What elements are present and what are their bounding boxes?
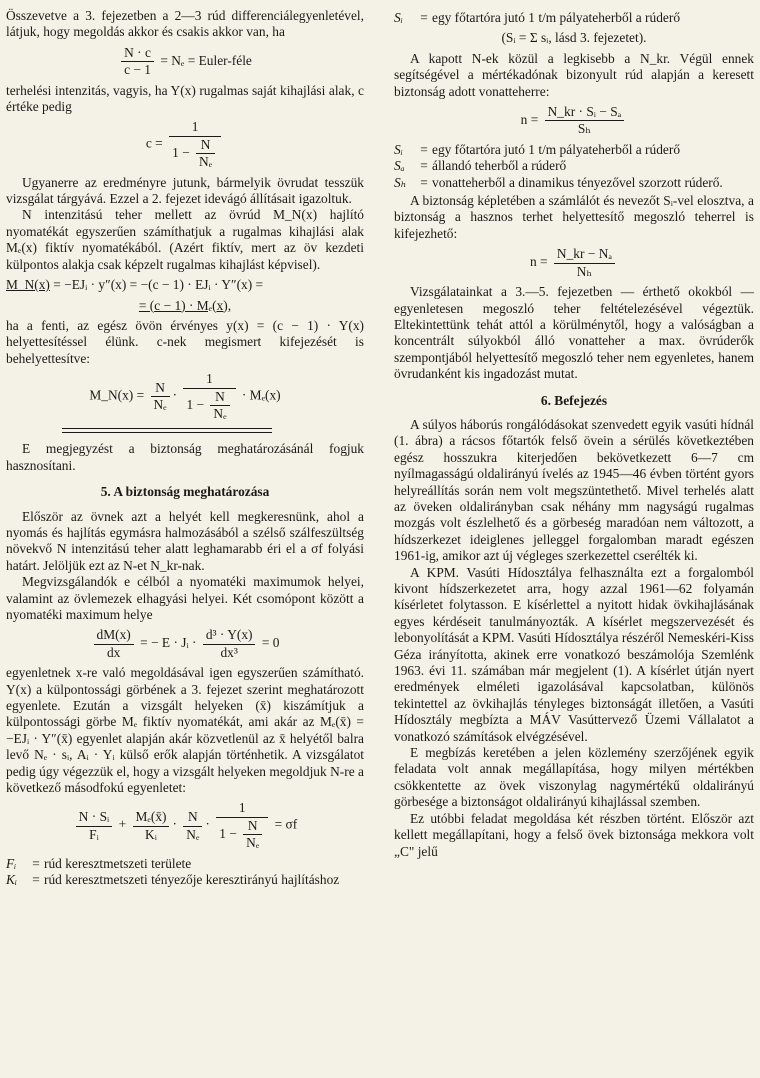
fraction (545, 104, 625, 138)
equation-safety-distributed (394, 246, 754, 280)
equation-text: n = (529, 254, 548, 270)
fraction (169, 119, 221, 170)
equation-moment-line2 (6, 298, 364, 314)
denominator: Nₑ (153, 397, 167, 413)
equation-text: = − E · Jᵢ · (140, 635, 197, 651)
paragraph: Összevetve a 3. fejezetben a 2—3 rúd differenciálegyenletével, látjuk, hogy megoldás akkor és csakis akkor van, ha (6, 8, 364, 40)
definition-symbol: Fᵢ (6, 855, 17, 871)
definition-row (394, 10, 754, 26)
paragraph: egyenletnek x-re való megoldásával igen egyszerűen számítható. Y(x) a külpontossági görbének a 3. fejezet szerint meghatározott egyenlete. Ezután a vizsgált helyeken (x̄) kiszámítjuk a külpontossági görbe Mₑ fiktív nyomatékát, ami akár az Mₑ(x̄) = −EJᵢ · Y″(x̄) egyenlet alapján akár közvetlenül az x̄ helyétől balra levő Nₑ · sᵢ, Aᵢ · Yᵢ külső erők alapján történhetik. A vizsgálatot pedig úgy végezzük el, hogy a vizsgált helyeken megoldjuk N-re a következő másodfokú egyenletet: (6, 665, 364, 796)
definition-row (6, 872, 364, 888)
numerator: d³ · Y(x) (203, 627, 256, 644)
definition-text: egy főtartóra jutó 1 t/m pályateherből a rúderő (432, 141, 681, 157)
definition-symbol: Kᵢ (6, 872, 18, 888)
definition-text: egy főtartóra jutó 1 t/m pályateherből a rúderő (432, 10, 681, 25)
equation-c (6, 119, 364, 170)
section-heading: 5. A biztonság meghatározása (100, 484, 270, 500)
definition-equals: = (420, 174, 428, 190)
left-column (6, 8, 364, 891)
fraction (216, 800, 268, 851)
denominator: c − 1 (124, 62, 151, 78)
denominator: Sₕ (577, 121, 592, 137)
definition-row (6, 856, 364, 872)
paragraph: A biztonság képletében a számlálót és nevezőt Sᵢ-vel elosztva, a biztonság a hasznos terhet helyettesítő megoszló teherrel is kifejezhető: (394, 193, 754, 241)
definition-list (6, 856, 364, 889)
fraction (210, 389, 229, 423)
equation-text: + (118, 817, 127, 833)
definition-list (394, 142, 754, 191)
equation-text: c = (145, 136, 163, 152)
definition-equals: = (420, 10, 428, 25)
paragraph: A KPM. Vasúti Hídosztálya felhasználta ezt a forgalomból kivont hídszerkezetet arra, hogy azzal 1961—62 folyamán kísérletet folytasson. E kísérlettel a nyitott hidak övkihajlásának egyes kérdéseit tanulmányozták. A kísérlet megszervezését és lebonyolítását a KPM. Vasúti Hídosztálya részéről Nemeskéri-Kiss Géza irányította, akinek erre vonatkozó beszámolója Szemlénk 1963. évi 11. számában már megjelent (1). A kísérlet útján nyert eredmények elméleti igazolásával kapcsolatban, különös tekintettel az övkihajlás tényleges biztonságát illetően, a Vasúti Hídosztály megbízta a MÁV Vasúttervező Üzemi Vállalatot a vonatkozó számítások elvégzésével. (394, 564, 754, 744)
double-rule-divider (62, 428, 272, 433)
definition-row (394, 175, 754, 191)
paragraph: ha a fenti, az egész övön érvényes y(x) = (c − 1) · Y(x) helyettesítéssel élünk. c-nek megismert kifejezését is behelyettesítve: (6, 317, 364, 366)
equation-text: = σf (274, 817, 298, 833)
definition-symbol: Sₐ (394, 158, 405, 174)
paragraph: Ez utóbbi feladat megoldása két részben történt. Először azt kellett megállapítani, hogy a felső övek biztonsága mekkora volt „C" jelű (394, 810, 754, 859)
equation-text: = (c − 1) · Mₑ(x), (138, 297, 232, 313)
numerator: N (196, 137, 215, 154)
definition-text: rúd keresztmetszeti tényezője keresztirányú hajlításhoz (44, 872, 340, 888)
equation-text: = 0 (261, 635, 280, 651)
equation-text: n = (520, 112, 539, 128)
paragraph: Vizsgálatainkat a 3.—5. fejezetben — érthető okokból — egyenletesen megoszló teher feltételezésével végeztük. Eltekintettünk tehát attól a körülménytől, hogy a valóságban a koncentrált súlyokból álló vonatteher a max. övrúderők szempontjából helyettesítő megoszló teher nem egyenletes, hanem övrudanként kis ingadozást mutat. (394, 284, 754, 382)
fraction (151, 380, 170, 414)
equation-text: 1 − (172, 144, 190, 160)
equation-quadratic: $\frac{\text{N · Sᵢ}}{\text{Fᵢ}}$ + $\frac{\text{Mₑ(x̄)}}{\text{Kᵢ}}$ · $\frac{N}{\text{Nₑ}}$ · 1 1 − $\frac{N}{\text{Nₑ}}$ = σf (6, 800, 364, 851)
equation-text: M_N(x) (6, 277, 50, 293)
numerator: N (243, 818, 262, 835)
definition-list (394, 10, 754, 26)
numerator: dM(x) (94, 627, 134, 644)
equation-text: · Mₑ(x) (241, 387, 281, 403)
paragraph: E megbízás keretében a jelen közlemény szerzőjének egyik feladata volt annak megállapítása, hogy milyen mértékben csökkentette az övek viszonylag nagymértékű oldalirányú görbesége a biztonságot oldalirányú kihajlással szemben. (394, 745, 754, 810)
denominator: dx³ (220, 644, 238, 660)
denominator (216, 818, 268, 852)
fraction (554, 246, 615, 280)
numerator: 1 (169, 119, 221, 136)
fraction (203, 627, 256, 661)
definition-row (394, 142, 754, 158)
equation-mn: M_N(x) = $\frac{N}{\text{Nₑ}}$ · 1 1 − $\frac{N}{\text{Nₑ}}$ · Mₑ(x) (89, 371, 281, 421)
denominator: Nₑ (213, 405, 227, 421)
numerator: N (151, 380, 170, 397)
numerator: N · c (121, 45, 154, 62)
denominator: dx (106, 644, 121, 660)
equation-max-moment (6, 627, 364, 661)
definition-text: állandó teherből a rúderő (432, 158, 567, 174)
fraction (76, 809, 112, 843)
denominator (169, 137, 221, 171)
definition-text: rúd keresztmetszeti területe (44, 855, 192, 871)
definition-symbol: Sₕ (394, 174, 407, 190)
fraction (183, 371, 235, 422)
denominator: Fᵢ (89, 826, 99, 842)
definition-text: vonatteherből a dinamikus tényezővel szorzott rúderő. (432, 174, 723, 190)
definition-symbol: Sᵢ (394, 141, 403, 157)
numerator: 1 (216, 800, 268, 817)
fraction (133, 809, 170, 843)
numerator: N (183, 809, 202, 826)
paragraph: N intenzitású teher mellett az övrúd M_N(x) hajlító nyomatékát egyszerűen számíthatjuk a rugalmas kihajlási alak Mₑ(x) fiktív nyomatékából. (Azért fiktív, mert az öv kezdeti külpontos alakja csak képzelt rugalmas kihajlást képvisel). (6, 207, 364, 272)
denominator: Nₑ (186, 826, 200, 842)
fraction (121, 45, 154, 79)
equation-text: 1 − (186, 396, 205, 412)
equation-note: (Sᵢ = Σ sᵢ, lásd 3. fejezetet). (501, 30, 647, 46)
fraction (94, 627, 134, 661)
definition-equals: = (32, 872, 40, 888)
fraction (196, 137, 215, 171)
equation-text: 1 − (219, 825, 237, 841)
numerator: N_kr − Nₐ (554, 246, 615, 263)
paragraph: A kapott N-ek közül a legkisebb a N_kr. Végül ennek segítségével a mértékadónak bizonyult rúd alapján a keresett biztonság adott vonatteherre: (394, 50, 754, 99)
paragraph: Megvizsgálandók e célból a nyomatéki maximumok helyei, valamint az övlemezek elhagyási helyei. Két csomópont között a nyomatéki maximum helye (6, 574, 364, 622)
equation-text: M_N(x) = (89, 387, 145, 403)
denominator (183, 389, 235, 423)
equation-text: = −EJᵢ · y″(x) = −(c − 1) · EJᵢ · Y″(x) = (53, 277, 264, 293)
section-heading: 6. Befejezés (540, 392, 608, 408)
fraction (243, 818, 262, 852)
denominator: Kᵢ (145, 826, 157, 842)
fraction (183, 809, 202, 843)
paragraph: Először az övnek azt a helyét kell megkeresnünk, ahol a nyomás és hajlítás egymásra halmozásából a szélső szálfeszültség növekvő N intenzitású teher alatt leghamarabb éri el a σf folyási határt. Jelöljük ezt az N-et N_kr-nak. (6, 508, 364, 573)
definition-equals: = (420, 158, 428, 174)
definition-equals: = (420, 141, 428, 157)
definition-symbol: Sᵢ (394, 10, 403, 25)
equation-safety (394, 104, 754, 138)
numerator: Mₑ(x̄) (133, 809, 170, 826)
numerator: 1 (183, 371, 235, 388)
definition-row (394, 158, 754, 174)
equation-euler (6, 45, 364, 79)
denominator: Nₑ (199, 154, 213, 170)
definition-equals: = (32, 855, 40, 871)
numerator: N (210, 389, 229, 406)
numerator: N · Sᵢ (76, 809, 112, 826)
paragraph: E megjegyzést a biztonság meghatározásánál fogjuk hasznosítani. (6, 441, 364, 473)
denominator: Nₑ (246, 835, 260, 851)
paragraph: terhelési intenzitás, vagyis, ha Y(x) rugalmas saját kihajlási alak, c értéke pedig (6, 82, 364, 115)
equation-text: = Nₑ = Euler-féle (160, 52, 252, 68)
denominator: Nₕ (576, 263, 593, 279)
equation-moment (6, 277, 364, 293)
paragraph: A súlyos háborús rongálódásokat szenvedett egyik vasúti hídnál (1. ábra) a rácsos főtartók felső övein a sérülés következtében egész hosszukra kiterjedően bekövetkezett 6—7 cm nyílmagasságú oldalirányú ívelés az 1945—46 évben történt gyors helyreállítás során nem volt megszüntethető. Mivel terhelés alatt az öveken oldalirányban csak néhány mm nagyságú rugalmas mozgás volt észlelhető és a görbeség maradóan nem változott, a hídszerkezet ideiglenes jelleggel forgalomban maradt egészen 1961-ig, amikor azt új végleges szerkezettel cserélték ki. (394, 416, 754, 564)
right-column (394, 8, 754, 860)
paragraph: Ugyanerre az eredményre jutunk, bármelyik övrudat tesszük vizsgálat tárgyává. Ezzel a 2. fejezet idevágó állításait igazoltuk. (6, 174, 364, 207)
numerator: N_kr · Sᵢ − Sₐ (545, 104, 625, 121)
